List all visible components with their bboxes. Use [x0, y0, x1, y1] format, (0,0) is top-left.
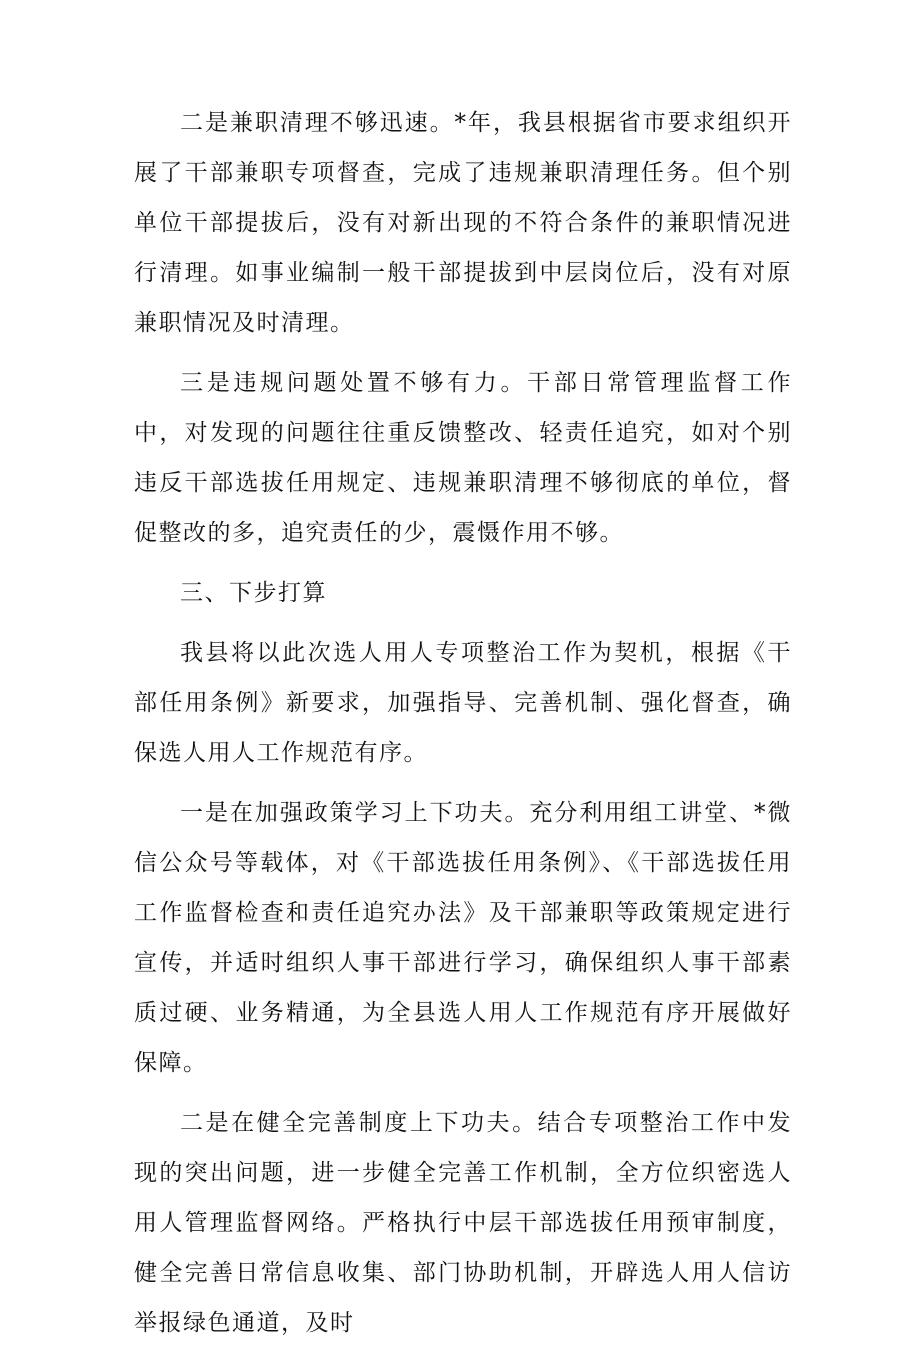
paragraph-policy-study: 一是在加强政策学习上下功夫。充分利用组工讲堂、*微信公众号等载体，对《干部选拔任用条例》、《干部选拔任用工作监督检查和责任追究办法》及干部兼职等政策规定进行宣传，并适时组织人事干部进行学习，确保组织人事干部素质过硬、业务精通，为全县选人用人工作规范有序开展做好保障。 [134, 800, 792, 1076]
paragraph-part-time-cleanup: 二是兼职清理不够迅速。*年，我县根据省市要求组织开展了干部兼职专项督查，完成了违规兼职清理任务。但个别单位干部提拔后，没有对新出现的不符合条件的兼职情况进行清理。如事业编制一般干部提拔到中层岗位后，没有对原兼职情况及时清理。 [134, 110, 792, 336]
section-heading-next-steps: 三、下步打算 [180, 580, 327, 606]
paragraph-system-improvement: 二是在健全完善制度上下功夫。结合专项整治工作中发现的突出问题，进一步健全完善工作机制，全方位织密选人用人管理监督网络。严格执行中层干部选拔任用预审制度，健全完善日常信息收集、部门协助机制，开辟选人用人信访举报绿色通道，及时 [134, 1110, 792, 1336]
paragraph-violation-handling: 三是违规问题处置不够有力。干部日常管理监督工作中，对发现的问题往往重反馈整改、轻责任追究，如对个别违反干部选拔任用规定、违规兼职清理不够彻底的单位，督促整改的多，追究责任的少，震慑作用不够。 [134, 370, 792, 546]
paragraph-next-steps-intro: 我县将以此次选人用人专项整治工作为契机，根据《干部任用条例》新要求，加强指导、完善机制、强化督查，确保选人用人工作规范有序。 [134, 640, 792, 766]
